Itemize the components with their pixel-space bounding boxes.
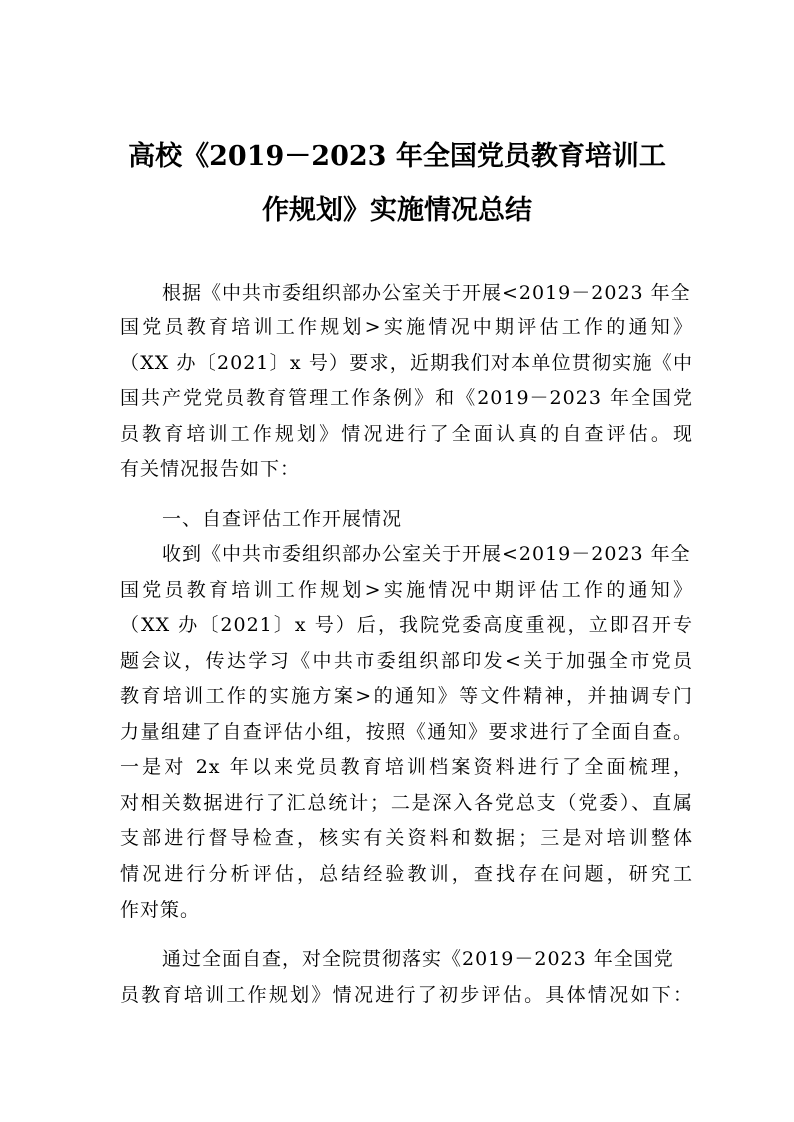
section-heading: 一、自查评估工作开展情况: [162, 508, 403, 530]
body-line: 题会议，传达学习《中共市委组织部印发<关于加强全市党员: [120, 650, 693, 672]
body-line: 收到《中共市委组织部办公室关于开展<2019－2023 年全: [162, 543, 691, 565]
body-line: 教育培训工作的实施方案>的通知》等文件精神，并抽调专门: [120, 685, 693, 707]
body-line: 力量组建了自查评估小组，按照《通知》要求进行了全面自查。: [120, 721, 693, 743]
body-line: 通过全面自查，对全院贯彻落实《2019－2023 年全国党: [162, 948, 674, 970]
body-line: 对相关数据进行了汇总统计；二是深入各党总支（党委）、直属: [120, 792, 693, 814]
body-line: 根据《中共市委组织部办公室关于开展<2019－2023 年全: [162, 282, 691, 304]
body-line: 作对策。: [120, 899, 201, 921]
body-line: 有关情况报告如下：: [120, 458, 301, 480]
body-line: 支部进行督导检查，核实有关资料和数据；三是对培训整体: [120, 827, 693, 849]
body-line: 国党员教育培训工作规划>实施情况中期评估工作的通知》: [120, 579, 693, 601]
body-line: 员教育培训工作规划》情况进行了全面认真的自查评估。现: [120, 423, 693, 445]
body-line: 国党员教育培训工作规划>实施情况中期评估工作的通知》: [120, 316, 693, 338]
body-line: 员教育培训工作规划》情况进行了初步评估。具体情况如下：: [120, 984, 693, 1006]
document-title-line-1: 高校《2019－2023 年全国党员教育培训工: [128, 141, 666, 172]
body-line: 情况进行分析评估，总结经验教训，查找存在问题，研究工: [120, 863, 693, 885]
body-line: （XX 办〔2021〕x 号）后，我院党委高度重视，立即召开专: [120, 614, 693, 636]
body-line: （XX 办〔2021〕x 号）要求，近期我们对本单位贯彻实施《中: [120, 352, 693, 374]
body-line: 一是对 2x 年以来党员教育培训档案资料进行了全面梳理，: [120, 756, 693, 778]
body-line: 国共产党党员教育管理工作条例》和《2019－2023 年全国党: [120, 387, 693, 409]
document-title-line-2: 作规划》实施情况总结: [262, 195, 532, 226]
